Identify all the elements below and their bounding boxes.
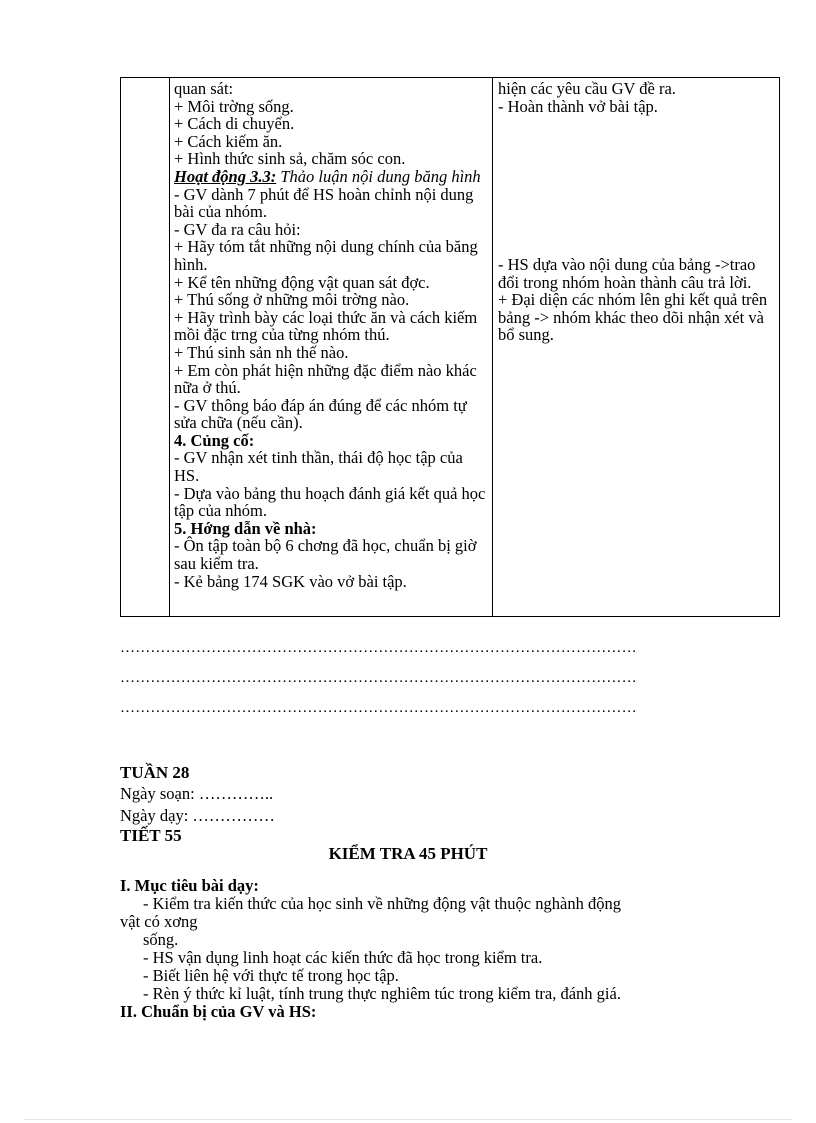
objective-line: - Biết liên hệ với thực tế trong học tập. — [143, 966, 399, 985]
text-line: + Đại diện các nhóm lên ghi kết quả trên bảng -> nhóm khác theo dõi nhận xét và bổ sung. — [498, 290, 768, 345]
text-line: + Thú sinh sản nh thế nào. — [174, 342, 349, 362]
text-line: hiện các yêu cầu GV đề ra. — [498, 79, 676, 98]
text-line: + Kể tên những động vật quan sát đợc. — [174, 272, 430, 292]
text-line: + Môi trờng sống. — [174, 96, 294, 116]
week-heading: TUẦN 28 — [120, 763, 190, 782]
text-line: + Hãy tóm tắt những nội dung chính của băng hình. — [174, 237, 478, 274]
page-bottom-divider — [24, 1119, 792, 1120]
text-line: + Thú sống ở những môi trờng nào. — [174, 290, 410, 310]
text-line: - Dựa vào bảng thu hoạch đánh giá kết quả học tập của nhóm. — [174, 483, 486, 521]
objective-line: - Kiểm tra kiến thức của học sinh về những động vật thuộc nghành động — [143, 894, 621, 913]
section-objectives: I. Mục tiêu bài dạy: — [120, 876, 259, 895]
text-line: - GV dành 7 phút để HS hoàn chỉnh nội dung bài của nhóm. — [174, 184, 474, 222]
objective-line: vật có xơng — [120, 912, 198, 931]
section-heading-consolidation: 4. Củng cố: — [174, 430, 255, 450]
text-line: quan sát: — [174, 79, 234, 98]
dotted-line: ………………………………………………………………………………………… — [120, 700, 637, 716]
objective-line: - Rèn ý thức kỉ luật, tính trung thực nghiêm túc trong kiểm tra, đánh giá. — [143, 984, 621, 1003]
text-line: + Em còn phát hiện những đặc điểm nào khác nữa ở thú. — [174, 360, 477, 398]
text-line: + Cách kiếm ăn. — [174, 131, 283, 151]
activity-description: Thảo luận nội dung băng hình — [276, 166, 481, 186]
objective-line: sống. — [143, 930, 179, 949]
text-line: - Ôn tập toàn bộ 6 chơng đã học, chuẩn bị giờ sau kiểm tra. — [174, 536, 477, 574]
table-column-divider — [492, 78, 493, 616]
teach-date: Ngày dạy: …………… — [120, 806, 275, 825]
text-line: - Kẻ bảng 174 SGK vào vở bài tập. — [174, 571, 407, 591]
text-line: + Cách di chuyển. — [174, 114, 295, 134]
table-column-divider — [169, 78, 170, 616]
text-line: - GV thông báo đáp án đúng để các nhóm tự sửa chữa (nếu cần). — [174, 395, 467, 433]
text-line: - Hoàn thành vở bài tập. — [498, 96, 658, 116]
page-title: KIỂM TRA 45 PHÚT — [328, 844, 488, 863]
text-line: - GV đa ra câu hỏi: — [174, 219, 301, 239]
text-line: - GV nhận xét tinh thần, thái độ học tập của HS. — [174, 448, 463, 486]
lesson-table — [120, 77, 780, 617]
student-activities-column — [498, 80, 776, 344]
section-heading-homework: 5. Hớng dẫn về nhà: — [174, 518, 317, 538]
text-line: + Hãy trình bày các loại thức ăn và cách kiếm mồi đặc trng của từng nhóm thú. — [174, 307, 478, 345]
activity-heading — [174, 168, 492, 186]
dotted-line: ………………………………………………………………………………………… — [120, 640, 637, 656]
activity-title: Hoạt động 3.3: — [174, 166, 277, 186]
prep-date: Ngày soạn: ………….. — [120, 784, 274, 803]
text-line: + Hình thức sinh sả, chăm sóc con. — [174, 149, 406, 169]
teacher-activities-column — [174, 80, 492, 590]
text-line: - HS dựa vào nội dung của bảng ->trao đổi trong nhóm hoàn thành câu trả lời. — [498, 254, 756, 292]
dotted-line: ………………………………………………………………………………………… — [120, 670, 637, 686]
section-preparation: II. Chuẩn bị của GV và HS: — [120, 1002, 317, 1021]
objective-line: - HS vận dụng linh hoạt các kiến thức đã học trong kiểm tra. — [143, 948, 543, 967]
period-heading: TIẾT 55 — [120, 826, 182, 845]
